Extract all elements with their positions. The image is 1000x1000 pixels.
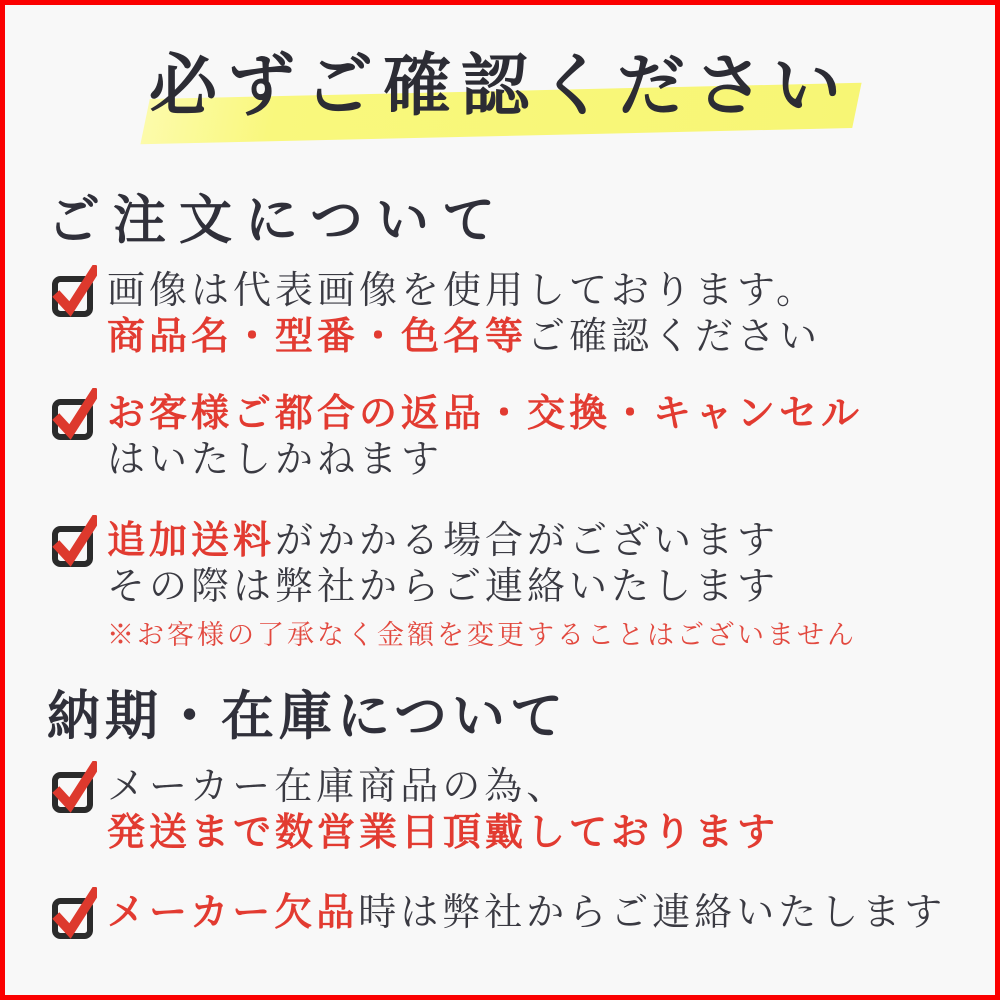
item-line-emphasis: 発送まで数営業日頂戴しております [107,809,780,854]
item-line-text: 画像は代表画像を使用しております。 [107,268,818,312]
item-line-text: ご確認ください [527,314,822,358]
item-text [107,265,821,359]
item-line-emphasis: お客様ご都合の返品・交換・キャンセル [107,390,864,435]
item-line [107,889,946,935]
item-text [107,388,863,482]
item-line [107,267,821,313]
list-item-extra-shipping [51,515,857,651]
section-heading-order: ご注文について [47,189,508,251]
item-line-text: 時は弊社からご連絡いたします [358,890,947,934]
item-text [107,887,946,935]
item-line [107,563,857,609]
section-heading-delivery: 納期・在庫について [47,685,568,747]
item-line-text: メーカー在庫商品の為、 [107,764,569,808]
item-line [107,390,863,436]
title-area [5,5,995,165]
checkbox-checked-icon [51,388,97,442]
checkbox-checked-icon [51,515,97,569]
item-line-emphasis: 商品名・型番・色名等 [107,313,528,358]
item-line [107,313,821,359]
item-text [107,515,857,651]
item-line-text: その際は弊社からご連絡いたします [107,564,780,608]
checkbox-checked-icon [51,887,97,941]
list-item-maker-shortage [51,887,946,941]
item-line [107,436,863,482]
item-line [107,809,779,855]
item-line-emphasis: 追加送料 [107,517,276,562]
item-text [107,761,779,855]
item-line-text: はいたしかねます [107,437,444,481]
list-item-no-returns [51,388,863,482]
item-note: ※お客様の了承なく金額を変更することはございません [107,620,857,651]
item-line-emphasis: メーカー欠品 [107,889,359,934]
item-line [107,763,779,809]
item-line-text: がかかる場合がございます [275,518,780,562]
checkbox-checked-icon [51,761,97,815]
list-item-representative-image [51,265,821,359]
page-title: 必ずご確認ください [148,46,851,126]
checkbox-checked-icon [51,265,97,319]
item-line [107,517,857,563]
list-item-maker-stock [51,761,779,855]
